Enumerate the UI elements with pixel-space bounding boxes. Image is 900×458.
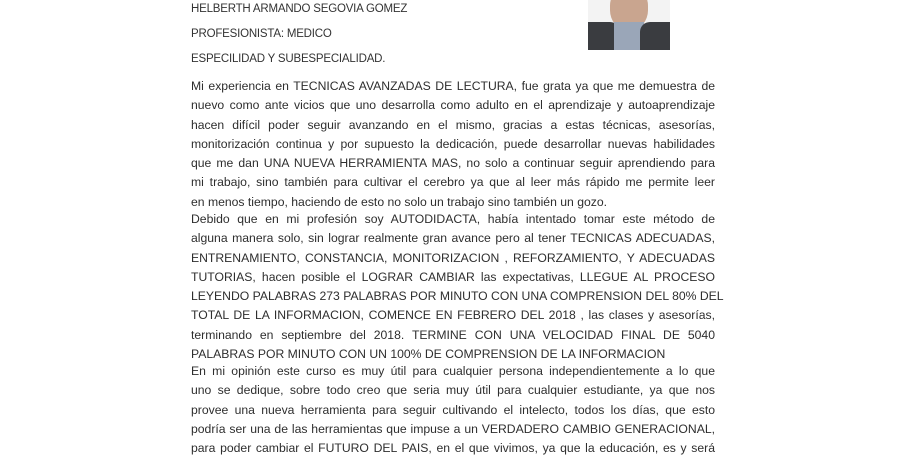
text-line: para poder cambiar el FUTURO DEL PAIS, en el que vivimos, ya que la educación, es y será <box>191 441 715 456</box>
text-line: en menos tiempo, haciendo de esto no solo un trabajo sino también un gozo. <box>191 194 608 209</box>
text-line: ENTRENAMIENTO, CONSTANCIA, MONITORIZACION , REFORZAMIENTO, Y ADECUADAS <box>191 250 715 265</box>
text-line: En mi opinión este curso es muy útil para cualquier persona independientemente a lo que <box>191 364 715 378</box>
text-line: provee una nueva herramienta para seguir cultivando el intelecto, todos los días, que esto <box>191 402 715 417</box>
text-line: terminando en septiembre del 2018. TERMINE CON UNA VELOCIDAD FINAL DE 5040 <box>191 327 715 342</box>
author-name: HELBERTH ARMANDO SEGOVIA GOMEZ <box>191 3 408 15</box>
text-line: hacen difícil poder seguir avanzando en el mismo, gracias a estas técnicas, asesorías, <box>191 117 715 132</box>
text-line: nuevo como ante vicios que uno desarrolla como adulto en el aprendizaje y autoaprendizaje <box>191 98 715 113</box>
paragraph-experience <box>191 77 715 212</box>
text-line: TOTAL DE LA INFORMACION, COMENCE EN FEBRERO DEL 2018 , las clases y asesorías, <box>191 308 715 323</box>
portrait-photo <box>588 0 670 50</box>
text-line: LEYENDO PALABRAS 273 PALABRAS POR MINUTO CON UNA COMPRENSION DEL 80% DEL <box>191 289 724 304</box>
text-line: Mi experiencia en TECNICAS AVANZADAS DE LECTURA, fue grata ya que me demuestra de <box>191 79 715 93</box>
text-line: TUTORIAS, hacen posible el LOGRAR CAMBIAR las expectativas, LLEGUE AL PROCESO <box>191 269 715 284</box>
text-line: monitorización continua y por supuesto la dedicación, puede desarrollar nuevas habilidades <box>191 136 715 151</box>
text-line: podría ser una de las herramientas que impuse a un VERDADERO CAMBIO GENERACIONAL, <box>191 421 715 436</box>
text-line: Debido que en mi profesión soy AUTODIDACTA, había intentado tomar este método de <box>191 212 715 226</box>
text-line: PALABRAS POR MINUTO CON UN 100% DE COMPRENSION DE LA INFORMACION <box>191 347 666 362</box>
paragraph-autodidact <box>191 210 724 364</box>
portrait-jacket-right <box>640 22 670 50</box>
text-line: que me dan UNA NUEVA HERRAMIENTA MAS, no solo a continuar seguir aprendiendo para <box>191 156 715 171</box>
specialty-line: ESPECILIDAD Y SUBESPECIALIDAD. <box>191 53 386 65</box>
text-line: mi trabajo, sino también para cultivar el cerebro ya que al leer más rápido me permite leer <box>191 175 715 190</box>
text-line: alguna manera solo, sin lograr realmente gran avance pero al tener TECNICAS ADECUADAS, <box>191 231 715 246</box>
text-line: uno se dedique, sobre todo creo que seria muy útil para cualquier estudiante, ya que nos <box>191 383 715 398</box>
profession-line: PROFESIONISTA: MEDICO <box>191 28 332 40</box>
